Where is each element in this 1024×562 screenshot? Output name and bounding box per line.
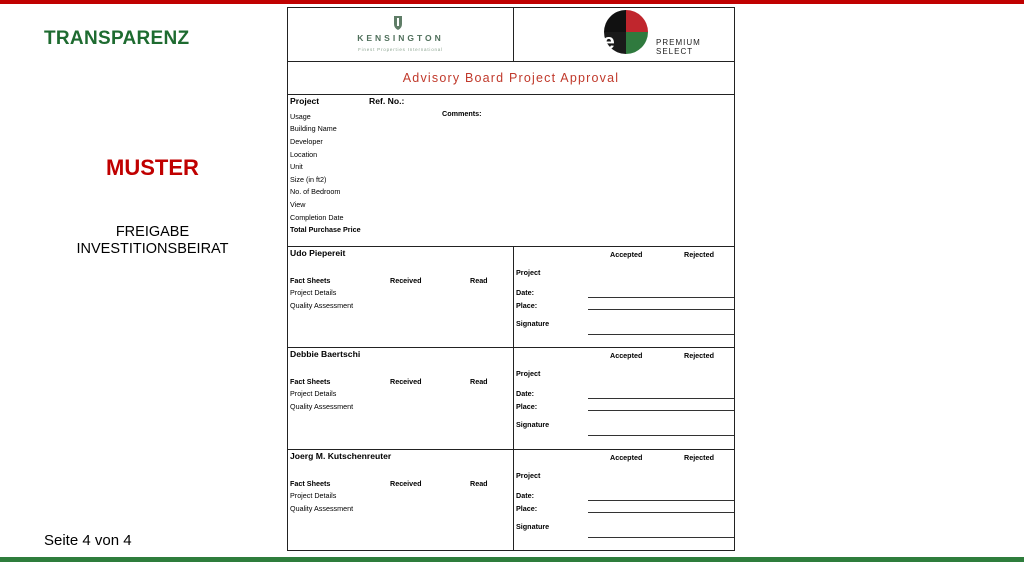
read-header: Read [470, 479, 488, 488]
vae-select: SELECT [656, 47, 694, 56]
slide-subtitle [0, 224, 305, 258]
date-line [588, 297, 734, 298]
title-bottom-line [288, 94, 734, 95]
accepted-header: Accepted [610, 351, 643, 360]
place-label: Place: [516, 504, 538, 513]
ref-no-label: Ref. No.: [369, 96, 405, 106]
signature-line [588, 334, 734, 335]
vae-premium: PREMIUM [656, 38, 701, 47]
kensington-logo [288, 8, 513, 61]
date-line [588, 500, 734, 501]
rejected-header: Rejected [684, 351, 714, 360]
reviewer-block [288, 449, 734, 550]
field-view: View [290, 200, 306, 209]
comments-label: Comments: [442, 109, 482, 118]
approval-form [287, 7, 735, 551]
field-completion-date: Completion Date [290, 213, 344, 222]
project-details-row: Project Details [290, 288, 337, 297]
accepted-header: Accepted [610, 453, 643, 462]
date-label: Date: [516, 288, 534, 297]
kensington-tagline: Finest Properties International [358, 47, 443, 52]
project-details-row: Project Details [290, 491, 337, 500]
reviewer-block [288, 246, 734, 347]
place-line [588, 410, 734, 411]
vae-logo [514, 8, 735, 61]
place-label: Place: [516, 301, 538, 310]
signature-line [588, 537, 734, 538]
field-size: Size (in ft2) [290, 175, 327, 184]
signature-label: Signature [516, 319, 550, 328]
project-details-row: Project Details [290, 389, 337, 398]
sample-stamp: MUSTER [106, 155, 199, 180]
fact-sheets-header: Fact Sheets [290, 479, 331, 488]
fact-sheets-header: Fact Sheets [290, 377, 331, 386]
slide-heading: TRANSPARENZ [44, 28, 190, 49]
field-usage: Usage [290, 112, 311, 121]
project-label: Project [290, 96, 320, 106]
signature-label: Signature [516, 420, 550, 429]
decision-project-label: Project [516, 471, 541, 480]
decision-project-label: Project [516, 369, 541, 378]
page-indicator: Seite 4 von 4 [44, 532, 132, 549]
date-label: Date: [516, 389, 534, 398]
rejected-header: Rejected [684, 250, 714, 259]
bottom-accent-bar [0, 557, 1024, 562]
quality-assessment-row: Quality Assessment [290, 301, 354, 310]
quality-assessment-row: Quality Assessment [290, 402, 354, 411]
field-unit: Unit [290, 162, 303, 171]
field-building-name: Building Name [290, 124, 337, 133]
reviewer-block [288, 347, 734, 449]
field-location: Location [290, 150, 318, 159]
field-bedrooms: No. of Bedroom [290, 187, 341, 196]
vae-mark: vae [580, 29, 614, 54]
subtitle-line-1: FREIGABE [115, 224, 190, 240]
reviewer-name: Udo Piepereit [290, 248, 346, 258]
header-bottom-line [288, 61, 734, 62]
field-total-purchase-price: Total Purchase Price [290, 225, 361, 234]
top-accent-bar [0, 0, 1024, 4]
read-header: Read [470, 276, 488, 285]
date-label: Date: [516, 491, 534, 500]
reviewer-name: Joerg M. Kutschenreuter [290, 451, 392, 461]
date-line [588, 398, 734, 399]
rejected-header: Rejected [684, 453, 714, 462]
place-line [588, 512, 734, 513]
fact-sheets-header: Fact Sheets [290, 276, 331, 285]
received-header: Received [390, 276, 422, 285]
form-title: Advisory Board Project Approval [402, 71, 620, 85]
quality-assessment-row: Quality Assessment [290, 504, 354, 513]
received-header: Received [390, 377, 422, 386]
subtitle-line-2: INVESTITIONSBEIRAT [76, 241, 229, 257]
vae-emblem-icon [514, 8, 735, 61]
place-line [588, 309, 734, 310]
accepted-header: Accepted [610, 250, 643, 259]
read-header: Read [470, 377, 488, 386]
received-header: Received [390, 479, 422, 488]
signature-label: Signature [516, 522, 550, 531]
decision-project-label: Project [516, 268, 541, 277]
field-developer: Developer [290, 137, 323, 146]
reviewer-name: Debbie Baertschi [290, 349, 361, 359]
kensington-name: KENSINGTON [357, 33, 444, 43]
place-label: Place: [516, 402, 538, 411]
signature-line [588, 435, 734, 436]
